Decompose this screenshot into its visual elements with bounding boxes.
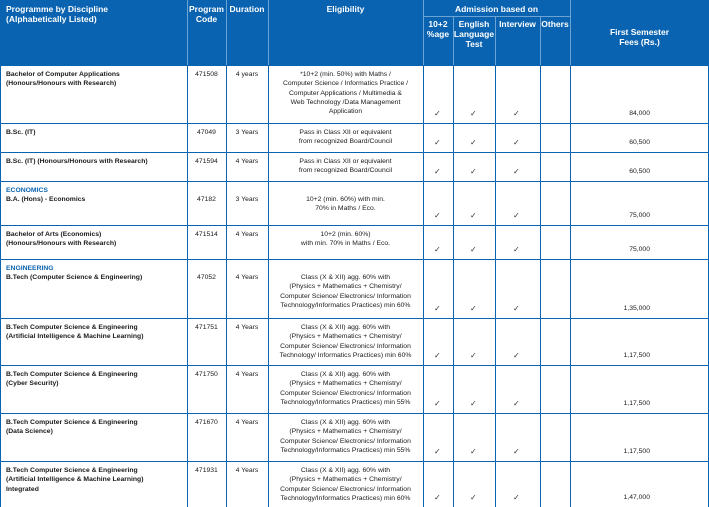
programme-name: B.Tech Computer Science & Engineering (Data Science): [6, 419, 138, 436]
row-divider: [0, 152, 709, 153]
check-mark-icon: ✓: [470, 304, 477, 313]
check-mark-icon: ✓: [470, 399, 477, 408]
programme-name: B.Tech Computer Science & Engineering (Artificial Intelligence & Machine Learning): [6, 324, 144, 341]
eligibility-text: *10+2 (min. 50%) with Maths / Computer Science / Informatics Practice / Computer Applications / Multimedia & Web Technology /Data Management Application: [282, 71, 409, 116]
table-row: [0, 259, 709, 318]
column-divider: [268, 65, 269, 507]
eligibility-text: 10+2 (min. 60%) with min. 70% in Maths / Eco.: [300, 231, 391, 248]
programme-name-cell: [6, 370, 186, 389]
check-mark-icon: ✓: [434, 351, 441, 360]
check-mark-icon: ✓: [434, 167, 441, 176]
eligibility-text: Pass in Class XII or equivalent from recognized Board/Council: [298, 158, 393, 175]
programme-name-cell: [6, 466, 186, 494]
check-mark-icon: ✓: [434, 493, 441, 502]
check-mark-icon: ✓: [470, 138, 477, 147]
eligibility-text: 10+2 (min. 60%) with min. 70% in Maths / Eco.: [306, 196, 385, 213]
table-row: [0, 152, 709, 181]
program-code: 47182: [197, 196, 216, 203]
first-semester-fees: 60,500: [629, 168, 650, 175]
programme-name: Bachelor of Computer Applications (Honours/Honours with Research): [6, 71, 120, 88]
row-divider: [0, 181, 709, 182]
programme-name: B.Tech (Computer Science & Engineering): [6, 274, 143, 282]
check-mark-icon: ✓: [513, 245, 520, 254]
programme-name: B.Tech Computer Science & Engineering (Artificial Intelligence & Machine Learning) Integrated: [6, 467, 144, 493]
first-semester-fees: 1,35,000: [623, 305, 650, 312]
first-semester-fees: 1,17,500: [623, 448, 650, 455]
duration: 4 Years: [235, 274, 259, 281]
programme-name-cell: [6, 323, 186, 342]
program-code: 471751: [195, 324, 218, 331]
eligibility-text: Class (X & XII) agg. 60% with (Physics + Mathematics + Chemistry/ Computer Science/ Electronics/ Information Technology/Informatics Practices) min 60%: [280, 274, 411, 309]
check-mark-icon: ✓: [513, 304, 520, 313]
programme-name: Bachelor of Arts (Economics) (Honours/Honours with Research): [6, 231, 117, 248]
program-code: 471514: [195, 231, 218, 238]
first-semester-fees: 60,500: [629, 139, 650, 146]
row-divider: [0, 259, 709, 260]
first-semester-fees: 75,000: [629, 246, 650, 253]
check-mark-icon: ✓: [513, 167, 520, 176]
program-code: 47049: [197, 129, 216, 136]
header-code: Program Code: [187, 0, 226, 65]
check-mark-icon: ✓: [470, 167, 477, 176]
header-programme: Programme by Discipline (Alphabetically Listed): [0, 0, 187, 65]
duration: 4 Years: [235, 324, 259, 331]
row-divider: [0, 318, 709, 319]
program-code: 471594: [195, 158, 218, 165]
program-code: 471750: [195, 371, 218, 378]
program-code: 471508: [195, 71, 218, 78]
duration: 4 Years: [235, 231, 259, 238]
first-semester-fees: 1,17,500: [623, 352, 650, 359]
column-divider: [453, 65, 454, 507]
row-divider: [0, 225, 709, 226]
section-heading: ENGINEERING: [6, 265, 54, 272]
duration: 3 Years: [235, 196, 259, 203]
row-divider: [0, 123, 709, 124]
duration: 4 years: [235, 71, 259, 78]
column-divider: [423, 65, 424, 507]
row-divider: [0, 65, 709, 66]
header-english: English Language Test: [453, 16, 495, 65]
eligibility-text: Class (X & XII) agg. 60% with (Physics + Mathematics + Chemistry/ Computer Science/ Electronics/ Information Technology/Informatics Practices) min 55%: [280, 371, 411, 406]
check-mark-icon: ✓: [470, 351, 477, 360]
table-row: [0, 181, 709, 225]
duration: 4 Years: [235, 467, 259, 474]
column-divider: [540, 65, 541, 507]
table-row: [0, 318, 709, 365]
column-divider: [570, 65, 571, 507]
eligibility-text: Class (X & XII) agg. 60% with (Physics + Mathematics + Chemistry/ Computer Science/ Electronics/ Information Technology/ Informatics Practices) min 60%: [279, 324, 412, 359]
section-heading: ECONOMICS: [6, 187, 48, 194]
header-admission: Admission based on: [423, 0, 570, 16]
check-mark-icon: ✓: [513, 138, 520, 147]
check-mark-icon: ✓: [434, 109, 441, 118]
row-divider: [0, 413, 709, 414]
programme-name-cell: [6, 418, 186, 437]
programme-name-cell: [6, 157, 186, 166]
check-mark-icon: ✓: [434, 211, 441, 220]
column-divider: [187, 65, 188, 507]
check-mark-icon: ✓: [434, 399, 441, 408]
check-mark-icon: ✓: [434, 447, 441, 456]
check-mark-icon: ✓: [434, 138, 441, 147]
eligibility-text: Class (X & XII) agg. 60% with (Physics + Mathematics + Chemistry/ Computer Science/ Electronics/ Information Technology/Informatics Practices) min 55%: [280, 419, 411, 454]
row-divider: [0, 365, 709, 366]
program-code: 471670: [195, 419, 218, 426]
check-mark-icon: ✓: [513, 493, 520, 502]
first-semester-fees: 1,17,500: [623, 400, 650, 407]
header-duration: Duration: [226, 0, 268, 65]
check-mark-icon: ✓: [470, 245, 477, 254]
check-mark-icon: ✓: [513, 351, 520, 360]
header-eligibility: Eligibility: [268, 0, 423, 65]
duration: 3 Years: [235, 129, 259, 136]
table-row: [0, 365, 709, 413]
check-mark-icon: ✓: [513, 447, 520, 456]
programme-name: B.Sc. (IT): [6, 129, 36, 136]
check-mark-icon: ✓: [470, 211, 477, 220]
first-semester-fees: 1,47,000: [623, 494, 650, 501]
table-row: [0, 65, 709, 123]
check-mark-icon: ✓: [434, 245, 441, 254]
duration: 4 Years: [235, 158, 259, 165]
eligibility-text: Class (X & XII) agg. 60% with (Physics + Mathematics + Chemistry/ Computer Science/ Electronics/ Information Technology/Informatics Practices) min 60%: [280, 467, 411, 502]
programme-name-cell: [6, 230, 186, 249]
programme-name-cell: [6, 70, 186, 89]
check-mark-icon: ✓: [470, 447, 477, 456]
first-semester-fees: 84,000: [629, 110, 650, 117]
column-divider: [495, 65, 496, 507]
table-row: [0, 123, 709, 152]
duration: 4 Years: [235, 419, 259, 426]
program-code: 471931: [195, 467, 218, 474]
column-divider: [0, 65, 1, 507]
check-mark-icon: ✓: [434, 304, 441, 313]
row-divider: [0, 461, 709, 462]
table-row: [0, 461, 709, 507]
programme-name: B.Sc. (IT) (Honours/Honours with Research): [6, 158, 148, 165]
eligibility-text: Pass in Class XII or equivalent from recognized Board/Council: [298, 129, 393, 146]
check-mark-icon: ✓: [513, 399, 520, 408]
header-tenplus2: 10+2 %age: [423, 16, 453, 65]
programme-name-cell: [6, 128, 186, 137]
check-mark-icon: ✓: [470, 493, 477, 502]
programme-name-cell: [6, 186, 186, 205]
check-mark-icon: ✓: [513, 211, 520, 220]
programme-name: B.Tech Computer Science & Engineering (Cyber Security): [6, 371, 138, 388]
table-row: [0, 225, 709, 259]
header-interview: Interview: [495, 16, 540, 65]
header-others: Others: [540, 16, 570, 65]
first-semester-fees: 75,000: [629, 212, 650, 219]
programme-name: B.A. (Hons) - Economics: [6, 196, 86, 204]
column-divider: [226, 65, 227, 507]
programme-name-cell: [6, 264, 186, 283]
header-fees: First Semester Fees (Rs.): [570, 0, 709, 65]
duration: 4 Years: [235, 371, 259, 378]
check-mark-icon: ✓: [513, 109, 520, 118]
check-mark-icon: ✓: [470, 109, 477, 118]
program-code: 47052: [197, 274, 216, 281]
table-row: [0, 413, 709, 461]
